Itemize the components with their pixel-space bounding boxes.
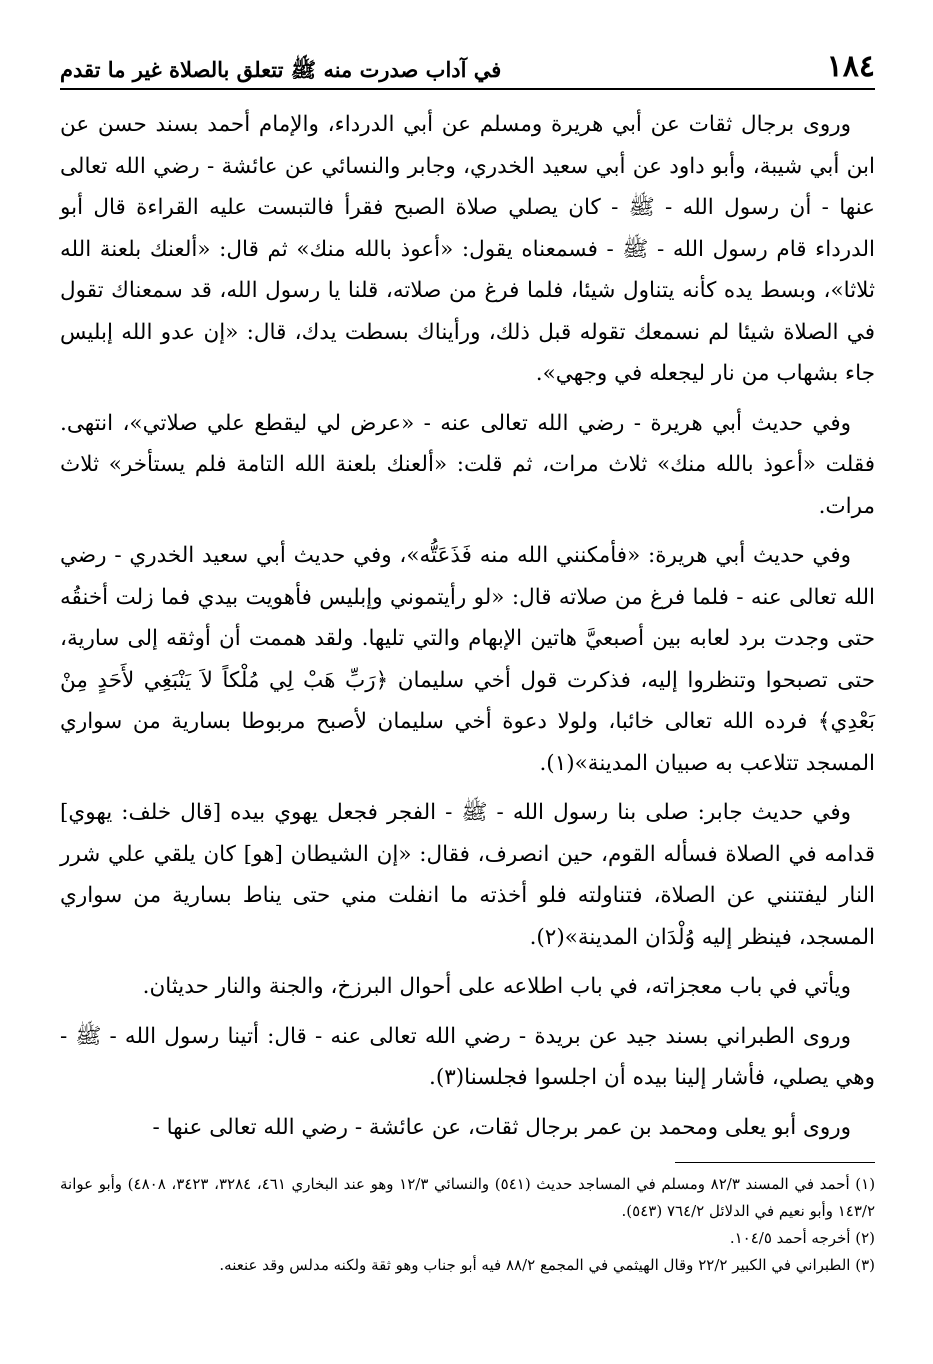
footnote: (٢) أخرجه أحمد ١٠٤/٥. — [729, 1229, 875, 1247]
body-text — [60, 104, 875, 1148]
paragraph: وروى أبو يعلى ومحمد بن عمر برجال ثقات، عن عائشة - رضي الله تعالى عنها - — [152, 1114, 851, 1140]
paragraph: وفي حديث أبي هريرة: «فأمكنني الله منه فَذَعَتُّه»، وفي حديث أبي سعيد الخدري - رضي الله تعالى عنه - فلما فرغ من صلاته قال: «لو رأيتموني وإبليس فأهويت بيدي فما زلت أخنقُه حتى وجدت برد لعابه بين أصبعيَّ هاتين الإبهام والتي تليها. ولقد هممت أن أوثقه إلى سارية، حتى تصبحوا وتنظروا إليه، فذكرت قول أخي سليمان ﴿رَبِّ هَبْ لِي مُلْكاً لاَ يَنْبَغِي لأَحَدٍ مِنْ بَعْدِي﴾ فرده الله تعالى خائبا، ولولا دعوة أخي سليمان لأصبح مربوطا بسارية من سواري المسجد تتلاعب به صبيان المدينة»(١). — [60, 543, 875, 776]
book-page — [60, 38, 875, 1338]
running-header — [60, 38, 875, 90]
page-number: ١٨٤ — [826, 49, 875, 84]
paragraph: وروى برجال ثقات عن أبي هريرة ومسلم عن أبي الدرداء، والإمام أحمد بسند حسن عن ابن أبي شيبة، وأبو داود عن أبي سعيد الخدري، وجابر والنسائي عن عائشة - رضي الله تعالى عنها - أن رسول الله - ﷺ - كان يصلي صلاة الصبح فقرأ فالتبست عليه القراءة قال أبو الدرداء قام رسول الله - ﷺ - فسمعناه يقول: «أعوذ بالله منك» ثم قال: «ألعنك بلعنة الله ثلاثا»، وبسط يده كأنه يتناول شيئا، فلما فرغ من صلاته، قلنا يا رسول الله، قد سمعناك تقول في الصلاة شيئا لم نسمعك تقوله قبل ذلك، ورأيناك بسطت يدك، قال: «إن عدو الله إبليس جاء بشهاب من نار ليجعله في وجهي». — [60, 112, 875, 386]
paragraph: ويأتي في باب معجزاته، في باب اطلاعه على أحوال البرزخ، والجنة والنار حديثان. — [142, 974, 851, 999]
chapter-title: في آداب صدرت منه ﷺ تتعلق بالصلاة غير ما تقدم — [60, 57, 502, 82]
footnote: (٣) الطبراني في الكبير ٢٢/٢ وقال الهيثمي في المجمع ٨٨/٢ فيه أبو جناب وهو ثقة ولكنه مدلس وقد عنعنه. — [219, 1256, 875, 1274]
paragraph: وروى الطبراني بسند جيد عن بريدة - رضي الله تعالى عنه - قال: أتينا رسول الله - ﷺ - وهي يصلي، فأشار إلينا بيده أن اجلسوا فجلسنا(٣). — [60, 1023, 875, 1090]
footnotes — [60, 1171, 875, 1279]
paragraph: وفي حديث جابر: صلى بنا رسول الله - ﷺ - الفجر فجعل يهوي بيده [قال خلف: يهوي] قدامه في الصلاة فسأله القوم، حين انصرف، فقال: «إن الشيطان [هو] كان يلقي علي شرر النار ليفتنني عن الصلاة، فتناولته فلو أخذته ما انفلت مني حتى يناط بسارية من سواري المسجد، فينظر إليه وُلْدَان المدينة»(٢). — [60, 800, 875, 950]
footnote: (١) أحمد في المسند ٨٢/٣ ومسلم في المساجد حديث (٥٤١) والنسائي ١٢/٣ وهو عند البخاري ٤٦١، ٣٢٨٤، ٣٤٢٣، ٤٨٠٨) وأبو عوانة ١٤٣/٢ وأبو نعيم في الدلائل ٧٦٤/٢ (٥٤٣). — [60, 1175, 876, 1220]
footnote-divider — [675, 1162, 875, 1163]
paragraph: وفي حديث أبي هريرة - رضي الله تعالى عنه - «عرض لي ليقطع علي صلاتي»، انتهى. فقلت «أعوذ بالله منك» ثلاث مرات، ثم قلت: «ألعنك بلعنة الله التامة فلم يستأخر» ثلاث مرات. — [60, 410, 875, 519]
